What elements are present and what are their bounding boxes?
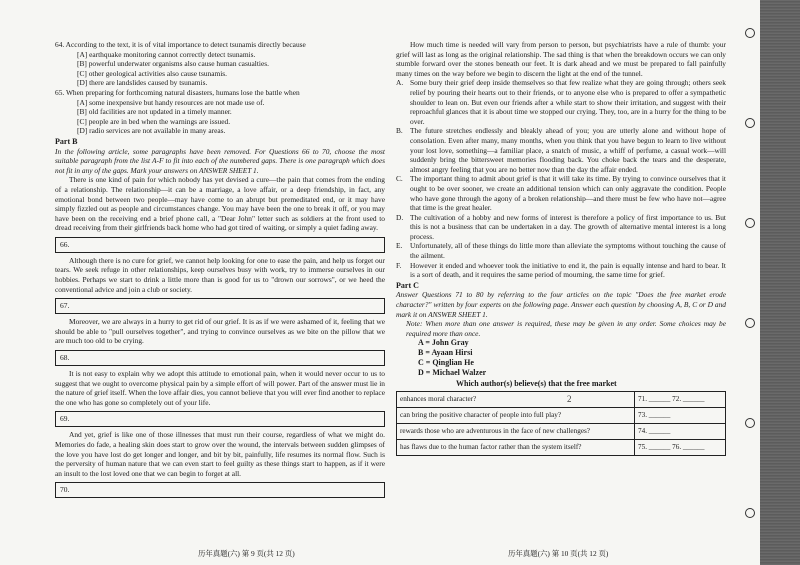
option-letter: A. [396,78,404,88]
q64-option-b: [B] powerful underwater organisms also cause human casualties. [77,59,269,69]
table-answer-blanks: 73. ______ [635,408,726,424]
gap-66: 66. [55,237,385,253]
table-row [397,440,726,456]
table-row [397,392,726,408]
option-e [396,241,726,260]
table-answer-blanks: 74. ______ [635,424,726,440]
option-d [396,213,726,242]
table-statement: rewards those who are adventurous in the face of new challenges? [397,424,635,440]
which-author-prompt: Which author(s) believe(s) that the free market [456,379,617,389]
table-statement: has flaws due to the human factor rather than the system itself? [397,440,635,456]
author-a: A = John Gray [418,338,469,348]
table-answer-blanks: 71. ______ 72. ______ [635,392,726,408]
q64-option-d: [D] there are landslides caused by tsunamis. [77,78,208,88]
q64-option-c: [C] other geological activities also cause tsunamis. [77,68,228,78]
binding-hole-icon [745,318,755,328]
option-text: The cultivation of a hobby and new forms of interest is therefore a policy of first importance to us. But this is not a business that can be undertaken in a day. The growth of alternative mental interest is a long process. [410,212,726,241]
article-paragraph-2: Although there is no cure for grief, we cannot help looking for one to ease the pain, and help us forget our tears. We seek refuge in other relationships, keep ourselves busy with work, try to immerse ourselves in our hobbies. Perhaps we start to drink a little more than is good for us to "drown our sorrows", or we heed the conventional advice and join a club or society. [55,255,385,294]
table-statement: can bring the positive character of people into full play? [397,408,635,424]
gap-67: 67. [55,298,385,314]
article-paragraph-5: And yet, grief is like one of those illnesses that must run their course, regardless of what we might do. Memories do fade, a healing skin does start to grow over the wound, the intervals between sudden glimpses of the love you have lost do get longer and longer, and bit by bit, painfully, life resumes its normal flow. Such is the perversity of human nature that we can even start to feel guilty as these things start to happen, as if it were an insult to the lost loved one that we can begin to forget at all. [55,430,385,478]
option-c [396,174,726,212]
option-text: Unfortunately, all of these things do little more than alleviate the symptoms without touching the cause of the ailment. [410,241,726,261]
option-text: The future stretches endlessly and bleakly ahead of you; you are utterly alone and without hope of consolation. Even after many, many months, when you think that you have begun to learn to live without your lost love, something—a familiar place, a snatch of music, a whiff of perfume, a casual work—will suddenly bring the bittersweet memories flooding back. You choke back the tears and the desperate, almost angry feeling that you are no better now than the day the affair ended. [410,126,726,174]
page-footer-left: 历年真题(六) 第 9 页(共 12 页) [198,549,295,558]
author-d: D = Michael Walzer [418,368,487,378]
option-letter: E. [396,241,403,251]
part-b-heading: Part B [55,136,78,146]
q65-option-d: [D] radio services are not available in many areas. [77,126,226,136]
article-paragraph-3: Moreover, we are always in a hurry to get rid of our grief. It is as if we were ashamed of it, feeling that we should be able to "pull ourselves together", and trying to convince ourselves as we bite on the pillow that we are much too old to be crying. [55,317,385,346]
article-paragraph-1: There is one kind of pain for which nobody has yet devised a cure—the pain that comes from the ending of a relationship. The relationship—it can be a marriage, a love affair, or a deep friendship, in fact, any emotional bond between two people—may have come to an abrupt but premeditated end, or it may have simply fizzled out as people and circumstances change. You may have been the one to break it off, or you may have been on the receiving end a brief phone call, a "Dear John" letter such as soldiers at the front used to dread receiving from their girlfriends back home who had got tired of waiting, or simply a quiet fading away. [55,175,385,233]
option-letter: B. [396,126,403,136]
table-statement: enhances moral character? [397,392,635,408]
binding-hole-icon [745,508,755,518]
gap-70: 70. [55,482,385,498]
question-64: 64. According to the text, it is of vital importance to detect tsunamis directly because [55,40,306,49]
binding-hole-icon [745,28,755,38]
part-c-note: Note: When more than one answer is required, these may be given in any order. Some choices may be required more than once. [406,319,726,338]
option-f [396,261,726,280]
handwritten-mark: 2 [567,394,572,404]
author-b: B = Ayaan Hirsi [418,348,473,358]
part-b-instructions: In the following article, some paragraphs have been removed. For Questions 66 to 70, choose the most suitable paragraph from the list A-F to fit into each of the numbered gaps. There is one paragraph which does not fit in any of the gaps. Mark your answers on ANSWER SHEET 1. [55,146,385,175]
part-c-instructions: Answer Questions 71 to 80 by referring to the four articles on the topic "Does the free market erode character?" written by four experts on the following page. Answer each question by choosing A, B, C or D and mark it on ANSWER SHEET 1. [396,290,726,319]
q65-option-a: [A] some inexpensive but handy resources are not made use of. [77,97,265,107]
option-a [396,78,726,126]
gap-69: 69. [55,411,385,427]
binding-hole-icon [745,118,755,128]
article-paragraph-4: It is not easy to explain why we adopt this attitude to emotional pain, when it would never occur to us to suggest that we ought to overcome physical pain by a simple effort of will power. Part of the answer must lie in the nature of grief itself. When the love affair dies, you cannot believe that you will ever find another to replace the one who has gone so completely out of your life. [55,369,385,407]
option-b [396,126,726,174]
binding-hole-icon [745,218,755,228]
option-text: Some bury their grief deep inside themselves so that few realize what they are going through; others seek relief by pouring their hearts out to their friends, or to anyone else who is prepared to offer a sympathetic shoulder to lean on. But even our friends after a while start to show their irritation, and suggest with their reproachful glances that it is about time we stopped our crying. They, too, are in a hurry for the thing to be over. [410,78,726,126]
answer-table [396,391,726,456]
option-letter: F. [396,260,402,270]
q64-option-a: [A] earthquake monitoring cannot correctly detect tsunamis. [77,49,256,59]
scan-binding-strip [760,0,800,565]
option-text: The important thing to admit about grief is that it will take its time. By trying to convince ourselves that it ought to be over sooner, we create an additional tension which can only aggravate the condition. People who have gone through the agony of a broken relationship—and there must be few who have not—agree that time is the great healer. [410,174,726,213]
author-c: C = Qinglian He [418,358,474,368]
part-c-heading: Part C [396,280,419,290]
q65-option-b: [B] old facilities are not updated in a timely manner. [77,107,232,117]
option-letter: C. [396,174,403,184]
option-letter: D. [396,212,404,222]
page-footer-right: 历年真题(六) 第 10 页(共 12 页) [508,549,609,558]
question-65: 65. When preparing for forthcoming natural disasters, humans lose the battle when [55,87,300,97]
option-text: However it ended and whoever took the initiative to end it, the pain is equally intense and hard to bear. It is a sort of death, and it requires the same period of mourning, the same time for grief. [410,260,726,280]
gap-68: 68. [55,350,385,366]
article-paragraph-6: How much time is needed will vary from person to person, but psychiatrists have a rule of thumb: your grief will last as long as the original relationship. The sad thing is that when the breakdown occurs we can only stumble forward over the stones beneath our feet. It is dark ahead and we must be prepared to fall painfully many times on the way before we begin to discern the light at the end of the tunnel. [396,40,726,78]
table-row [397,424,726,440]
table-row [397,408,726,424]
right-column [396,40,726,456]
binding-hole-icon [745,418,755,428]
left-column [55,40,385,501]
q65-option-c: [C] people are in bed when the warnings are issued. [77,116,231,126]
table-answer-blanks: 75. ______ 76. ______ [635,440,726,456]
